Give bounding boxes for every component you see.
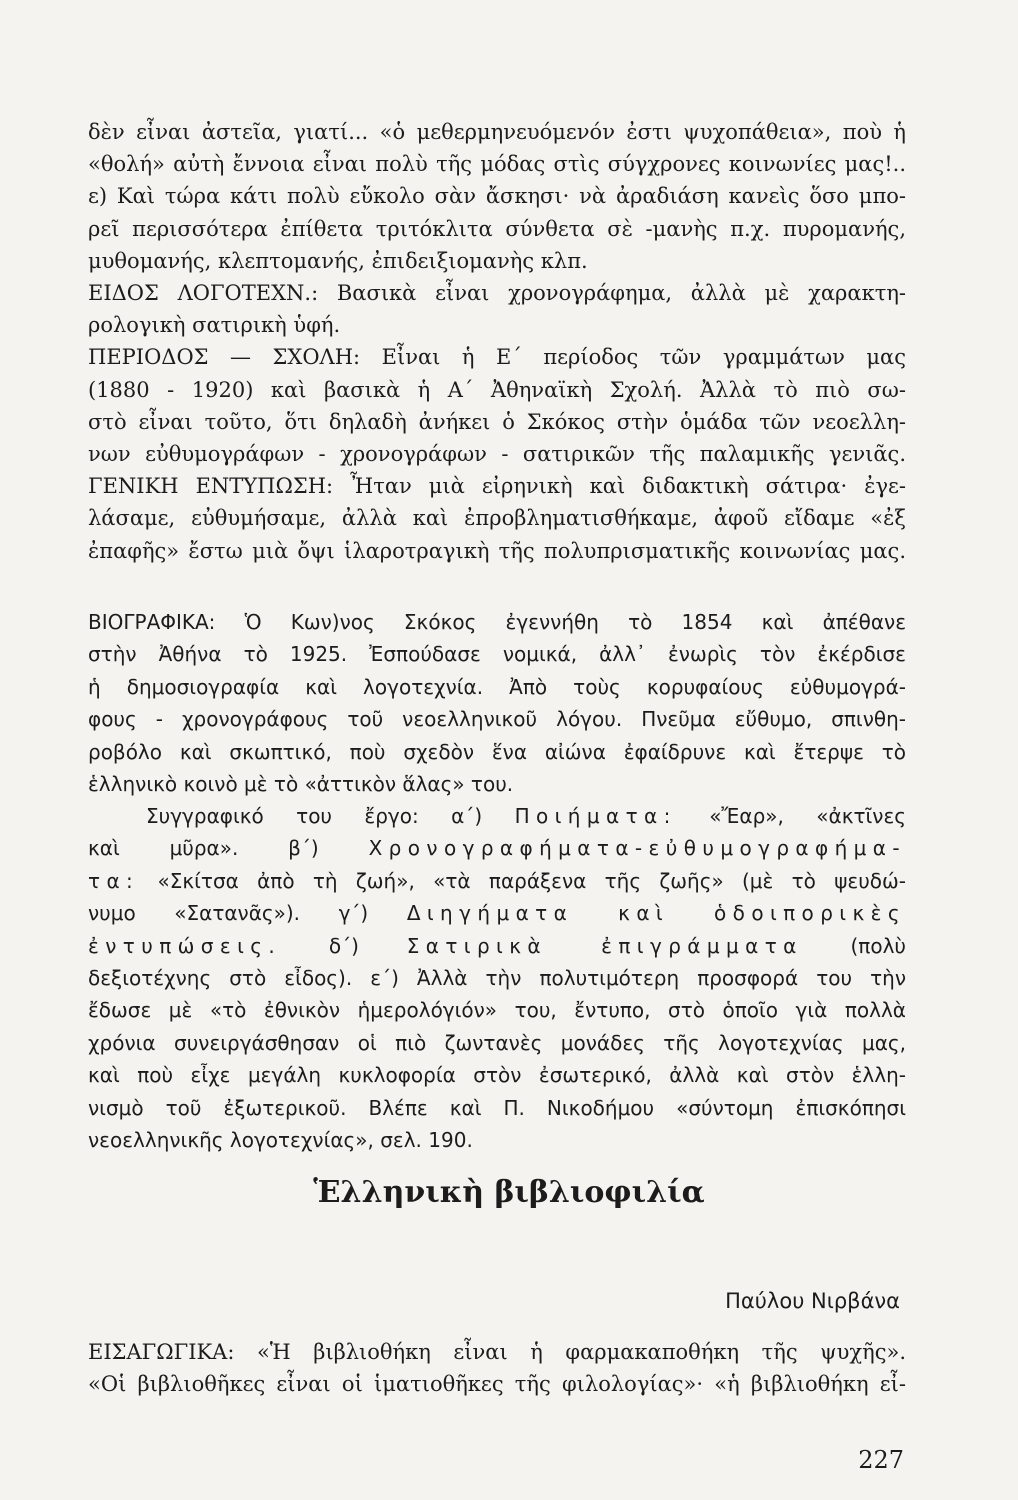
text-line: ἐπαφῆς» ἔστω μιὰ ὄψι ἱλαροτραγικὴ τῆς πολυπρισματικῆς κοινωνίας μας. <box>88 538 906 563</box>
impressions-heading: ἐντυπώσεις. <box>88 933 282 958</box>
text-line: χρόνια συνειργάσθησαν οἱ πιὸ ζωντανὲς μονάδες τῆς λογοτεχνίας μας, <box>88 1030 906 1055</box>
text-line: μυθομανής, κλεπτομανής, ἐπιδειξιομανὴς κλπ. <box>88 248 588 273</box>
text-line: ροβόλο καὶ σκωπτικό, ποὺ σχεδὸν ἕνα αἰώνα ἐφαίδρυνε καὶ ἔτερψε τὸ <box>88 739 906 764</box>
text-line: φους - χρονογράφους τοῦ νεοελληνικοῦ λόγου. Πνεῦμα εὔθυμο, σπινθη- <box>88 707 906 732</box>
text-line: δὲν εἶναι ἀστεῖα, γιατί... «ὁ μεθερμηνευόμενόν ἐστι ψυχοπάθεια», ποὺ ἡ <box>88 120 906 144</box>
text-line: ΕΙΔΟΣ ΛΟΓΟΤΕΧΝ.: Βασικὰ εἶναι χρονογράφημα, ἀλλὰ μὲ χαρακτη- <box>88 281 906 306</box>
section-author: Παύλου Νιρβάνα <box>725 1289 900 1313</box>
text-line: ΒΙΟΓΡΑΦΙΚΑ: Ὁ Κων)νος Σκόκος ἐγεννήθη τὸ 1854 καὶ ἀπέθανε <box>88 610 906 634</box>
page-number: 227 <box>858 1446 904 1474</box>
text-line: καὶ ποὺ εἶχε μεγάλη κυκλοφορία στὸν ἐσωτερικό, ἀλλὰ καὶ στὸν ἑλλη- <box>88 1063 906 1088</box>
text-line: ἔδωσε μὲ «τὸ ἐθνικὸν ἡμερολόγιόν» του, ἔντυπο, στὸ ὁποῖο γιὰ πολλὰ <box>88 998 906 1023</box>
works-block <box>88 800 906 1156</box>
text-line: (1880 - 1920) καὶ βασικὰ ἡ Α΄ Ἀθηναϊκὴ Σχολή. Ἀλλὰ τὸ πιὸ σω- <box>88 377 906 402</box>
text-line: ἑλληνικὸ κοινὸ μὲ τὸ «ἀττικὸν ἅλας» του. <box>88 772 514 797</box>
poems-heading: Ποιήματα: <box>514 804 677 828</box>
text-line: Συγγραφικό του ἔργο: α΄) Ποιήματα: «Ἔαρ», «ἀκτῖνες <box>146 804 906 828</box>
text-line: δεξιοτέχνης στὸ εἶδος). ε΄) Ἀλλὰ τὴν πολυτιμότερη προσφορά του τὴν <box>88 966 906 991</box>
text-line: στὴν Ἀθήνα τὸ 1925. Ἐσπούδασε νομικά, ἀλλ᾽ ἐνωρὶς τὸν ἐκέρδισε <box>88 642 906 667</box>
text-line: ἐντυπώσεις. δ΄) Σατιρικὰ ἐπιγράμματα (πολὺ <box>88 933 906 958</box>
text-line: «Οἱ βιβλιοθῆκες εἶναι οἱ ἱματιοθῆκες τῆς φιλολογίας»· «ἡ βιβλιοθήκη εἶ- <box>88 1372 906 1397</box>
text-line: ΠΕΡΙΟΔΟΣ — ΣΧΟΛΗ: Εἶναι ἡ Ε΄ περίοδος τῶν γραμμάτων μας <box>88 345 906 370</box>
text-line: τα: «Σκίτσα ἀπὸ τὴ ζωή», «τὰ παράξενα τῆς ζωῆς» (μὲ τὸ ψευδώ- <box>88 868 906 893</box>
text-line: νισμὸ τοῦ ἐξωτερικοῦ. Βλέπε καὶ Π. Νικοδήμου «σύντομη ἐπισκόπησι <box>88 1095 906 1120</box>
text-line: ρολογικὴ σατιρικὴ ὑφή. <box>88 313 341 338</box>
chronographs-heading: Χρονογραφήματα-εὐθυμογραφήμα- <box>368 836 906 861</box>
text-line: ΕΙΣΑΓΩΓΙΚΑ: «Ἡ βιβλιοθήκη εἶναι ἡ φαρμακαποθήκη τῆς ψυχῆς». <box>88 1340 906 1364</box>
text-line: ΓΕΝΙΚΗ ΕΝΤΥΠΩΣΗ: Ἦταν μιὰ εἰρηνικὴ καὶ διδακτικὴ σάτιρα· ἐγε- <box>88 474 906 499</box>
epigrams-heading: Σατιρικὰ ἐπιγράμματα <box>406 933 803 958</box>
text-line: καὶ μῦρα». β΄) Χρονογραφήματα-εὐθυμογραφήμα- <box>88 836 906 861</box>
top-text-block <box>88 116 906 567</box>
stories-heading: Διηγήματα καὶ ὁδοιπορικὲς <box>406 901 906 926</box>
biography-block <box>88 606 906 800</box>
text-line: νων εὐθυμογράφων - χρονογράφων - σατιρικῶν τῆς παλαμικῆς γενιᾶς. <box>88 442 906 467</box>
text-line: «θολή» αὐτὴ ἔννοια εἶναι πολὺ τῆς μόδας στὶς σύγχρονες κοινωνίες μας!.. <box>88 152 906 177</box>
text-line: ἡ δημοσιογραφία καὶ λογοτεχνία. Ἀπὸ τοὺς κορυφαίους εὐθυμογρά- <box>88 674 906 699</box>
text-line: λάσαμε, εὐθυμήσαμε, ἀλλὰ καὶ ἐπροβληματισθήκαμε, ἀφοῦ εἴδαμε «ἐξ <box>88 506 906 531</box>
text-line: νεοελληνικῆς λογοτεχνίας», σελ. 190. <box>88 1128 473 1153</box>
text-line: ε) Καὶ τώρα κάτι πολὺ εὔκολο σὰν ἄσκησι· νὰ ἀραδιάση κανεὶς ὅσο μπο- <box>88 184 906 209</box>
text-line: στὸ εἶναι τοῦτο, ὅτι δηλαδὴ ἀνήκει ὁ Σκόκος στὴν ὁμάδα τῶν νεοελλη- <box>88 409 906 434</box>
text-line: νυμο «Σατανᾶς»). γ΄) Διηγήματα καὶ ὁδοιπορικὲς <box>88 901 906 926</box>
introduction-block <box>88 1336 906 1400</box>
section-title: Ἑλληνικὴ βιβλιοφιλία <box>313 1175 705 1210</box>
text-line: ρεῖ περισσότερα ἐπίθετα τριτόκλιτα σύνθετα σὲ -μανὴς π.χ. πυρομανής, <box>88 216 906 241</box>
